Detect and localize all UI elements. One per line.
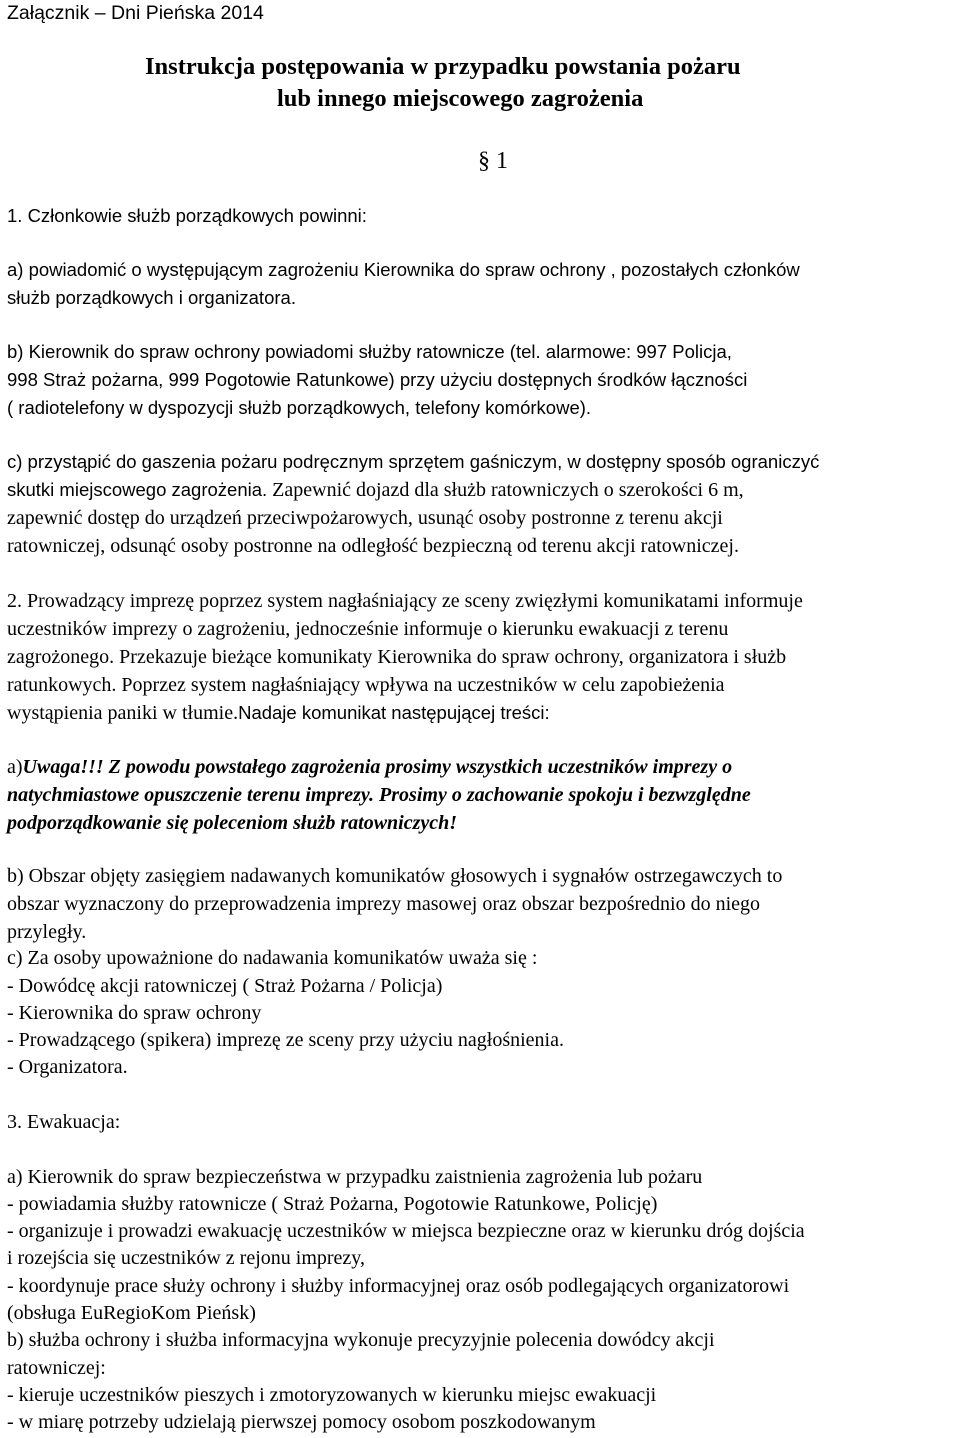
section-2-line-4: ratunkowych. Poprzez system nagłaśniający wpływa na uczestników w celu zapobieżenia (7, 674, 725, 696)
section-1-b-line-3: ( radiotelefony w dyspozycji służb porządkowych, telefony komórkowe). (7, 397, 592, 418)
section-1-c-line-2-part-1: skutki miejscowego zagrożenia. (7, 479, 268, 500)
section-1-c-line-2 (7, 479, 744, 502)
section-1-b-line-1: b) Kierownik do spraw ochrony powiadomi służby ratownicze (tel. alarmowe: 997 Policja, (7, 341, 732, 362)
section-1-c-line-2-part-2: Zapewnić dojazd dla służb ratowniczych o szerokości 6 m, (267, 479, 744, 501)
section-2-c-heading: c) Za osoby upoważnione do nadawania komunikatów uważa się : (7, 947, 538, 969)
section-1-c-line-3: zapewnić dostęp do urządzeń przeciwpożarowych, usunąć osoby postronne z terenu akcji (7, 507, 723, 529)
section-2-line-5-part-1: wystąpienia paniki w tłumie. (7, 702, 239, 724)
section-1-a-line-1: a) powiadomić o występującym zagrożeniu Kierownika do spraw ochrony , pozostałych członków (7, 259, 800, 280)
section-3-line-7: b) służba ochrony i służba informacyjna wykonuje precyzyjnie polecenia dowódcy akcji (7, 1329, 715, 1351)
section-2-b-line-1: b) Obszar objęty zasięgiem nadawanych komunikatów głosowych i sygnałów ostrzegawczych to (7, 865, 783, 887)
section-3-line-5: - koordynuje prace służy ochrony i służby informacyjnej oraz osób podlegających organizatorowi (7, 1275, 790, 1297)
section-1-c-line-1: c) przystąpić do gaszenia pożaru podręcznym sprzętem gaśniczym, w dostępny sposób ograniczyć (7, 451, 820, 472)
paragraph-mark: § 1 (478, 148, 508, 174)
document-title-line-1: Instrukcja postępowania w przypadku powstania pożaru (145, 53, 741, 80)
evacuation-message-prefix: a) (7, 756, 23, 778)
evacuation-message-line-1 (7, 756, 732, 779)
section-3-heading: 3. Ewakuacja: (7, 1111, 121, 1133)
section-3-line-2: - powiadamia służby ratownicze ( Straż Pożarna, Pogotowie Ratunkowe, Policję) (7, 1193, 658, 1215)
section-2-line-5 (7, 702, 550, 725)
document-header: Załącznik – Dni Pieńska 2014 (7, 2, 264, 24)
section-3-line-9: - kieruje uczestników pieszych i zmotoryzowanych w kierunku miejsc ewakuacji (7, 1384, 657, 1406)
section-1-heading: 1. Członkowie służb porządkowych powinni: (7, 205, 367, 226)
section-1-c-line-4: ratowniczej, odsunąć osoby postronne na odległość bezpieczną od terenu akcji ratowniczej. (7, 535, 739, 557)
authorized-person-2: - Kierownika do spraw ochrony (7, 1002, 262, 1024)
section-2-line-3: zagrożonego. Przekazuje bieżące komunikaty Kierownika do spraw ochrony, organizatora i służb (7, 646, 787, 668)
section-1-a-line-2: służb porządkowych i organizatora. (7, 287, 296, 308)
evacuation-message-line-3: podporządkowanie się poleceniom służb ratowniczych! (7, 812, 458, 834)
section-3-line-4: i rozejścia się uczestników z rejonu imprezy, (7, 1247, 366, 1269)
evacuation-message-text-1: Uwaga!!! Z powodu powstałego zagrożenia prosimy wszystkich uczestników imprezy o (22, 756, 733, 778)
authorized-person-1: - Dowódcę akcji ratowniczej ( Straż Pożarna / Policja) (7, 975, 443, 997)
section-1-b-line-2: 998 Straż pożarna, 999 Pogotowie Ratunkowe) przy użyciu dostępnych środków łączności (7, 369, 748, 390)
section-3-line-6: (obsługa EuRegioKom Pieńsk) (7, 1302, 256, 1324)
section-3-line-8: ratowniczej: (7, 1357, 106, 1379)
section-3-line-3: - organizuje i prowadzi ewakuację uczestników w miejsca bezpieczne oraz w kierunku dróg dojścia (7, 1220, 805, 1242)
section-2-b-line-3: przyległy. (7, 921, 87, 943)
section-3-line-10: - w miarę potrzeby udzielają pierwszej pomocy osobom poszkodowanym (7, 1411, 596, 1433)
document-title-line-2: lub innego miejscowego zagrożenia (277, 85, 644, 112)
section-2-b-line-2: obszar wyznaczony do przeprowadzenia imprezy masowej oraz obszar bezpośrednio do niego (7, 893, 761, 915)
evacuation-message-line-2: natychmiastowe opuszczenie terenu imprezy. Prosimy o zachowanie spokoju i bezwzględne (7, 784, 751, 806)
section-3-line-1: a) Kierownik do spraw bezpieczeństwa w przypadku zaistnienia zagrożenia lub pożaru (7, 1166, 703, 1188)
section-2-line-2: uczestników imprezy o zagrożeniu, jednocześnie informuje o kierunku ewakuacji z terenu (7, 618, 729, 640)
authorized-person-4: - Organizatora. (7, 1056, 128, 1078)
authorized-person-3: - Prowadzącego (spikera) imprezę ze sceny przy użyciu nagłośnienia. (7, 1029, 564, 1051)
section-2-line-1: 2. Prowadzący imprezę poprzez system nagłaśniający ze sceny zwięzłymi komunikatami informuje (7, 590, 803, 612)
section-2-line-5-part-2: Nadaje komunikat następującej treści: (238, 702, 550, 723)
